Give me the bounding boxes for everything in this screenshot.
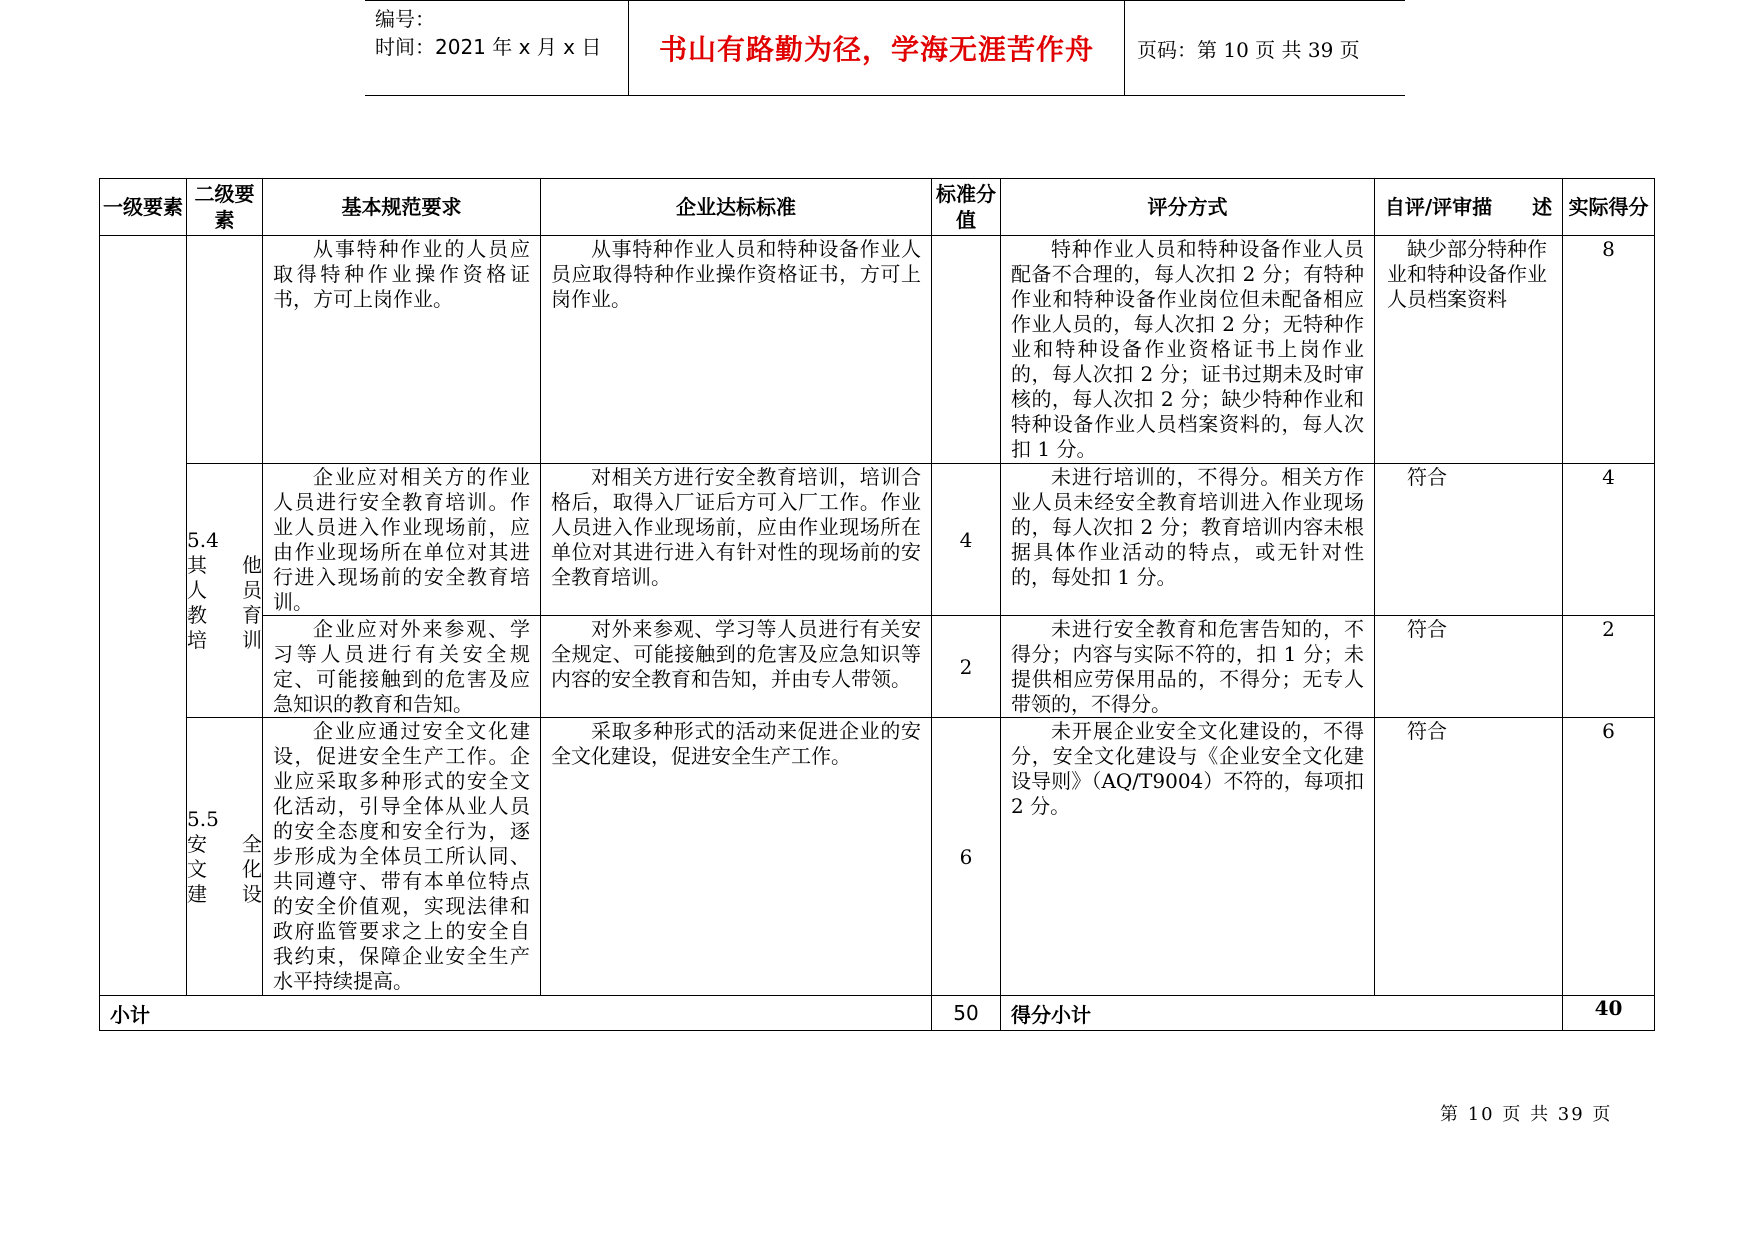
header-standard: 企业达标标准: [541, 179, 932, 236]
document-date: 时间：2021 年 x 月 x 日: [375, 35, 602, 59]
description-cell: [1375, 236, 1563, 464]
standard-text: 对相关方进行安全教育培训，培训合格后，取得入厂证后方可入厂工作。作业人员进入作业现场前，应由作业现场所在单位对其进行进入有针对性的现场前的安全教育培训。: [551, 465, 921, 589]
requirement-text: 从事特种作业的人员应取得特种作业操作资格证书，方可上岗作业。: [273, 237, 530, 311]
document-number-label: 编号：: [375, 7, 435, 31]
section-title-line: 其他: [187, 553, 262, 577]
header-motto: 书山有路勤为径，学海无涯苦作舟: [658, 33, 1094, 66]
method-text: 特种作业人员和特种设备作业人员配备不合理的，每人次扣 2 分；有特种作业和特种设备作业岗位但未配备相应作业人员的，每人次扣 2 分；无特种作业和特种设备作业资格证书上岗作业的，每人次扣 2 分；证书过期未及时审核的，每人次扣 2 分；缺少特种作业和特种设备作业人员档案资料的，每人次扣 1 分。: [1011, 237, 1364, 461]
level1-cell: [100, 236, 187, 996]
section-5-4: [187, 464, 263, 718]
requirement-cell: [263, 616, 541, 718]
actual-cell: [1563, 616, 1655, 718]
description-text: 符合: [1407, 465, 1447, 489]
method-cell: [1001, 236, 1375, 464]
description-cell: [1375, 718, 1563, 996]
section-number: 5.5: [187, 806, 219, 831]
standard-cell: [541, 718, 932, 996]
method-cell: [1001, 616, 1375, 718]
score-cell: 2: [932, 616, 1001, 718]
header-level2: 二级要素: [187, 179, 263, 236]
header-meta: [375, 5, 625, 61]
method-text: 未开展企业安全文化建设的，不得分，安全文化建设与《企业安全文化建设导则》（AQ/T9004）不符的，每项扣 2 分。: [1011, 719, 1364, 818]
table-row: [100, 616, 1655, 718]
standard-cell: [541, 616, 932, 718]
requirement-cell: [263, 464, 541, 616]
requirement-text: 企业应对相关方的作业人员进行安全教育培训。作业人员进入作业现场前，应由作业现场所在单位对其进行进入现场前的安全教育培训。: [273, 465, 530, 614]
method-cell: [1001, 718, 1375, 996]
page-footer: 第 10 页 共 39 页: [1440, 1104, 1613, 1125]
section-title-line: 文化: [187, 856, 262, 881]
header-divider: [1124, 1, 1125, 95]
header-page-info: 页码：第 10 页 共 39 页: [1137, 37, 1360, 62]
standard-cell: [541, 236, 932, 464]
score-subtotal-label: 得分小计: [1001, 996, 1563, 1031]
score-cell: 6: [932, 718, 1001, 996]
section-title-line: 人员: [187, 578, 262, 602]
standard-text: 对外来参观、学习等人员进行有关安全规定、可能接触到的危害及应急知识等内容的安全教育和告知，并由专人带领。: [551, 617, 921, 691]
evaluation-table: [99, 178, 1655, 1031]
score-subtotal-value: 40: [1563, 996, 1655, 1031]
score-cell: 4: [932, 464, 1001, 616]
actual-score: 6: [1602, 719, 1615, 743]
table-row: [100, 236, 1655, 464]
section-title-line: 安全: [187, 831, 262, 856]
page-header: [365, 0, 1405, 96]
description-text: 符合: [1407, 719, 1447, 743]
description-text: 缺少部分特种作业和特种设备作业人员档案资料: [1387, 237, 1547, 311]
actual-score: 4: [1602, 465, 1615, 489]
actual-cell: [1563, 236, 1655, 464]
header-score: 标准分值: [932, 179, 1001, 236]
section-number: 5.4: [187, 528, 219, 552]
table-row: [100, 718, 1655, 996]
section-title-line: 教育: [187, 603, 262, 627]
actual-cell: [1563, 464, 1655, 616]
requirement-text: 企业应通过安全文化建设，促进安全生产工作。企业应采取多种形式的安全文化活动，引导全体从业人员的安全态度和安全行为，逐步形成为全体员工所认同、共同遵守、带有本单位特点的安全价值观，实现法律和政府监管要求之上的安全自我约束，保障企业安全生产水平持续提高。: [273, 719, 530, 993]
section-title-line: 建设: [187, 881, 262, 906]
section-5-5: [187, 718, 263, 996]
requirement-text: 企业应对外来参观、学习等人员进行有关安全规定、可能接触到的危害及应急知识的教育和告知。: [273, 617, 530, 716]
description-cell: [1375, 616, 1563, 718]
header-level1: 一级要素: [100, 179, 187, 236]
subtotal-value: 50: [932, 996, 1001, 1031]
requirement-cell: [263, 236, 541, 464]
method-text: 未进行安全教育和危害告知的，不得分；内容与实际不符的，扣 1 分；未提供相应劳保用品的，不得分；无专人带领的，不得分。: [1011, 617, 1364, 716]
score-cell: [932, 236, 1001, 464]
header-actual: 实际得分: [1563, 179, 1655, 236]
description-text: 符合: [1407, 617, 1447, 641]
requirement-cell: [263, 718, 541, 996]
description-cell: [1375, 464, 1563, 616]
section-title-line: 培训: [187, 628, 262, 652]
table-header-row: [100, 179, 1655, 236]
subtotal-label: 小计: [100, 996, 932, 1031]
summary-row: [100, 996, 1655, 1031]
header-requirement: 基本规范要求: [263, 179, 541, 236]
actual-score: 8: [1602, 237, 1615, 261]
method-cell: [1001, 464, 1375, 616]
method-text: 未进行培训的，不得分。相关方作业人员未经安全教育培训进入作业现场的，每人次扣 2 分；教育培训内容未根据具体作业活动的特点，或无针对性的，每处扣 1 分。: [1011, 465, 1364, 589]
standard-text: 从事特种作业人员和特种设备作业人员应取得特种作业操作资格证书，方可上岗作业。: [551, 237, 921, 311]
standard-text: 采取多种形式的活动来促进企业的安全文化建设，促进安全生产工作。: [551, 719, 921, 768]
header-description: 自评/评审描 述: [1375, 179, 1563, 236]
actual-score: 2: [1602, 617, 1615, 641]
standard-cell: [541, 464, 932, 616]
table-row: [100, 464, 1655, 616]
header-method: 评分方式: [1001, 179, 1375, 236]
actual-cell: [1563, 718, 1655, 996]
level2-cell: [187, 236, 263, 464]
